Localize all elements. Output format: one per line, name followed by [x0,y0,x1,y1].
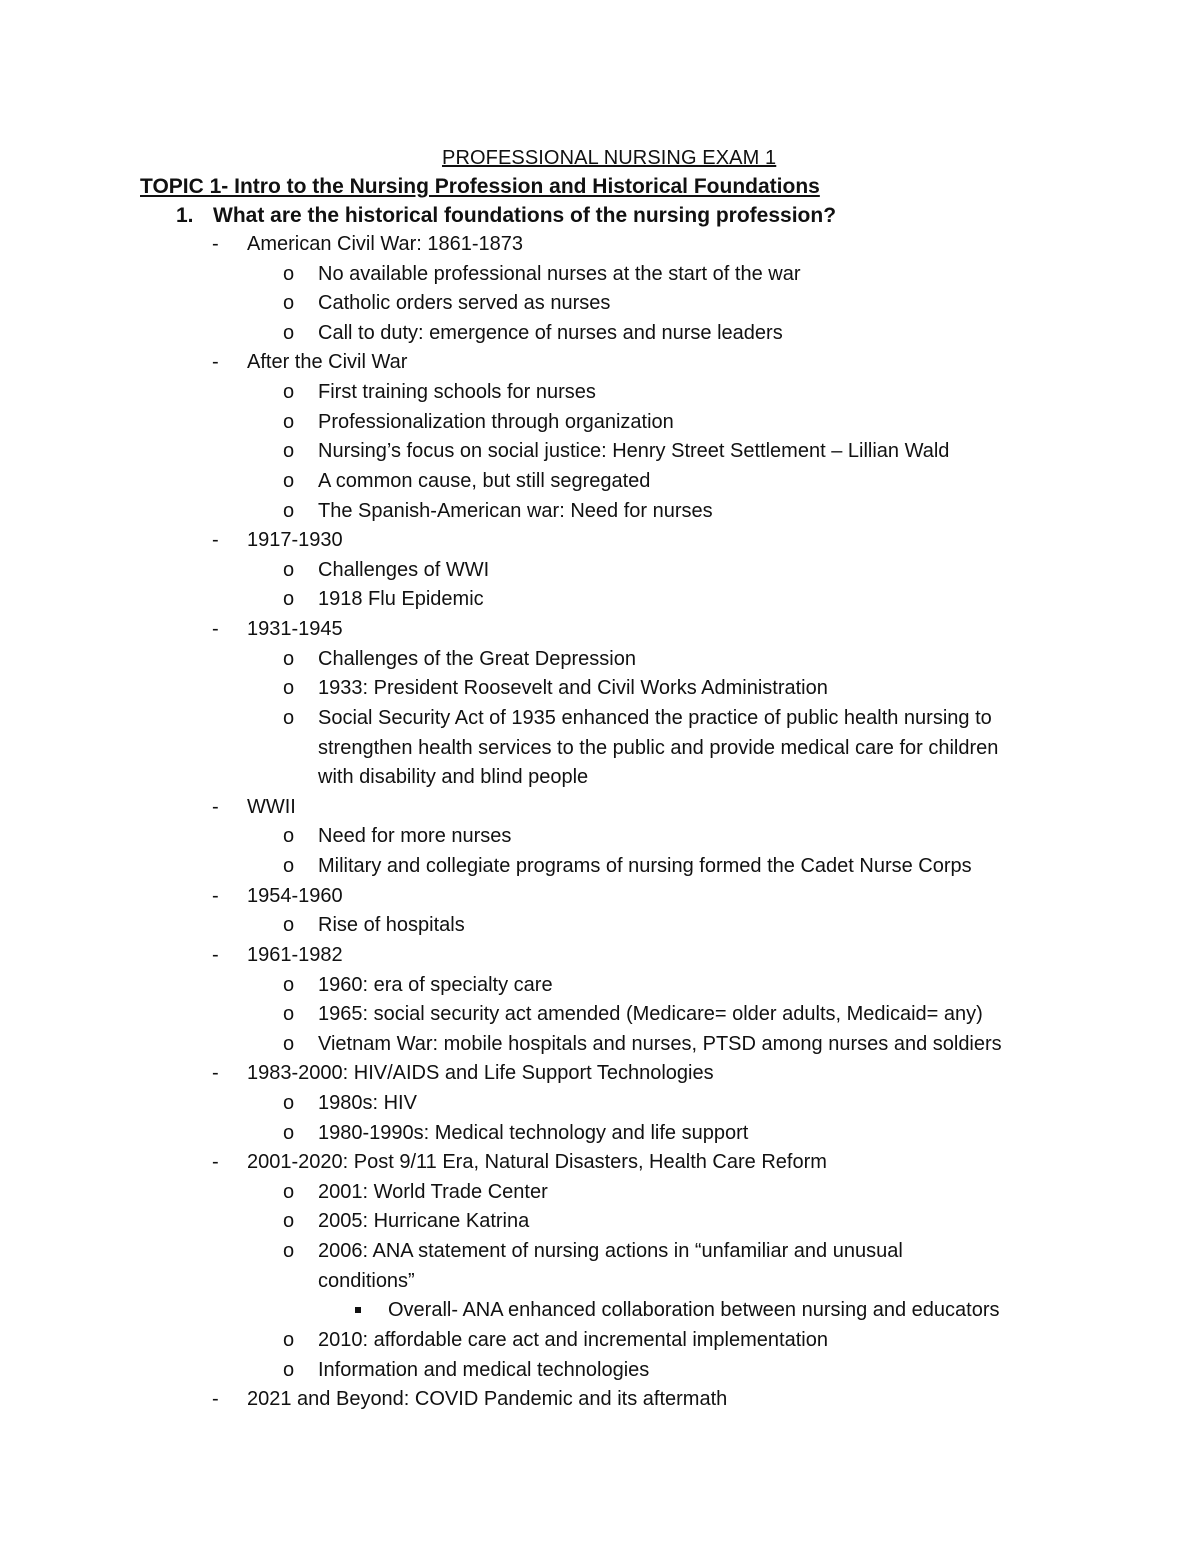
circle-bullet: o [283,648,295,670]
outline-item-level-2: Vietnam War: mobile hospitals and nurses, PTSD among nurses and soldiers [318,1033,1002,1055]
outline-item-level-4: Overall- ANA enhanced collaboration between nursing and educators [388,1299,1000,1321]
circle-bullet: o [283,500,295,522]
circle-bullet: o [283,381,295,403]
outline-item-level-2: Social Security Act of 1935 enhanced the practice of public health nursing to [318,707,992,729]
circle-bullet: o [283,559,295,581]
outline-item-level-2: 2010: affordable care act and incremental implementation [318,1329,828,1351]
circle-bullet: o [283,440,295,462]
dash-bullet: - [212,233,219,255]
outline-item-level-2: 2001: World Trade Center [318,1181,548,1203]
circle-bullet: o [283,1181,295,1203]
circle-bullet: o [283,470,295,492]
outline-item-level-2: 1918 Flu Epidemic [318,588,484,610]
circle-bullet: o [283,1240,295,1262]
outline-item-level-2: Need for more nurses [318,825,512,847]
outline-item-level-2: No available professional nurses at the start of the war [318,263,801,285]
circle-bullet: o [283,914,295,936]
circle-bullet: o [283,292,295,314]
circle-bullet: o [283,974,295,996]
circle-bullet: o [283,1359,295,1381]
outline-item-level-2: 1980-1990s: Medical technology and life support [318,1122,749,1144]
circle-bullet: o [283,825,295,847]
outline-item-level-2: Call to duty: emergence of nurses and nurse leaders [318,322,783,344]
circle-bullet: o [283,855,295,877]
circle-bullet: o [283,677,295,699]
outline-item-level-2: Challenges of the Great Depression [318,648,636,670]
dash-bullet: - [212,1062,219,1084]
circle-bullet: o [283,411,295,433]
outline-item-level-2: 2006: ANA statement of nursing actions in “unfamiliar and unusual [318,1240,903,1262]
outline-item-level-2: Military and collegiate programs of nursing formed the Cadet Nurse Corps [318,855,972,877]
circle-bullet: o [283,1003,295,1025]
outline-item-level-2: Challenges of WWI [318,559,490,581]
dash-bullet: - [212,618,219,640]
outline-item-level-1: 1931-1945 [247,618,343,640]
circle-bullet: o [283,1210,295,1232]
outline-item-level-1: 2021 and Beyond: COVID Pandemic and its aftermath [247,1388,728,1410]
outline-item-level-3: strengthen health services to the public and provide medical care for children [318,737,999,759]
document-title: PROFESSIONAL NURSING EXAM 1 [442,147,777,169]
outline-item-level-2: 1960: era of specialty care [318,974,553,996]
outline-item-level-2: 1933: President Roosevelt and Civil Works Administration [318,677,828,699]
circle-bullet: o [283,588,295,610]
dash-bullet: - [212,529,219,551]
question-heading: What are the historical foundations of the nursing profession? [213,204,837,227]
circle-bullet: o [283,263,295,285]
outline-item-level-1: 1983-2000: HIV/AIDS and Life Support Technologies [247,1062,714,1084]
dash-bullet: - [212,885,219,907]
outline-item-level-2: Professionalization through organization [318,411,674,433]
question-number: 1. [176,204,194,227]
dash-bullet: - [212,944,219,966]
circle-bullet: o [283,707,295,729]
outline-item-level-2: First training schools for nurses [318,381,596,403]
dash-bullet: - [212,351,219,373]
outline-item-level-2: Information and medical technologies [318,1359,650,1381]
dash-bullet: - [212,796,219,818]
outline-item-level-3: with disability and blind people [318,766,589,788]
dash-bullet: - [212,1388,219,1410]
outline-item-level-2: 1965: social security act amended (Medicare= older adults, Medicaid= any) [318,1003,983,1025]
outline-item-level-2: The Spanish-American war: Need for nurses [318,500,713,522]
outline-item-level-2: Nursing’s focus on social justice: Henry Street Settlement – Lillian Wald [318,440,950,462]
dash-bullet: - [212,1151,219,1173]
circle-bullet: o [283,1122,295,1144]
outline-item-level-1: 2001-2020: Post 9/11 Era, Natural Disasters, Health Care Reform [247,1151,827,1173]
square-bullet [355,1307,361,1313]
outline-item-level-1: WWII [247,796,296,818]
outline-item-level-1: 1954-1960 [247,885,343,907]
outline-item-level-1: After the Civil War [247,351,408,373]
outline-item-level-2: 1980s: HIV [318,1092,417,1114]
outline-item-level-2: A common cause, but still segregated [318,470,651,492]
topic-heading: TOPIC 1- Intro to the Nursing Profession and Historical Foundations [140,175,820,198]
outline-item-level-2: Catholic orders served as nurses [318,292,611,314]
outline-item-level-1: American Civil War: 1861-1873 [247,233,524,255]
outline-item-level-3: conditions” [318,1270,415,1292]
circle-bullet: o [283,322,295,344]
outline-item-level-1: 1917-1930 [247,529,343,551]
circle-bullet: o [283,1329,295,1351]
outline-item-level-2: 2005: Hurricane Katrina [318,1210,530,1232]
outline-item-level-1: 1961-1982 [247,944,343,966]
outline-item-level-2: Rise of hospitals [318,914,465,936]
circle-bullet: o [283,1033,295,1055]
circle-bullet: o [283,1092,295,1114]
